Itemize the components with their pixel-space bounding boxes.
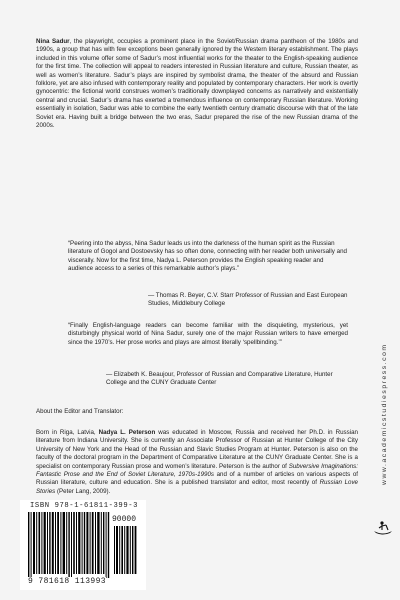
blurb-quote-1: “Peering into the abyss, Nina Sadur leads us into the darkness of the human spirit as the Russian literature of Gogol and Dostoevsky has so often done, connecting with her reader both universally and viscerally. Now for the first time, Nadya L. Peterson provides the English speaking reader and audience access to a series of this remarkable author’s plays.”: [68, 240, 347, 273]
blurb-attribution-1: — Thomas R. Beyer, C.V. Starr Professor of Russian and East European Studies, Middlebury College: [148, 292, 348, 308]
bio-part-1: Born in Riga, Latvia,: [36, 429, 99, 436]
bio-part-3: and of a number of articles on various aspects of Russian literature, culture and education. She is a published translator and editor, most recently of: [36, 471, 359, 487]
bio-book-title-2: Russian Love Stories: [36, 479, 358, 495]
intro-text: , the playwright, occupies a prominent place in the Soviet/Russian drama pantheon of the 1980s and 1990s, a group that has with few exceptions been generally ignored by the Western literary establishment. The plays included in this volume offer some of Sadur’s most influential works for the theater to the English-speaking audience for the first time. The collection will appeal to readers interested in Russian literature and culture, Russian theater, as well as women’s literature. Sadur’s plays are inspired by symbolist drama, the theater of the absurd and Russian folklore, yet are also infused with contemporary reality and populated by contemporary characters. Her work is overtly gynocentric: the fictional world construes women’s traditionally downplayed concerns as narratively and existentially central and crucial. Sadur’s drama has exerted a tremendous influence on contemporary Russian literature. Working essentially in isolation, Sadur was able to combine the early twentieth century dramatic discourse with that of the late Soviet era. Having built a bridge between the two eras, Sadur prepared the rise of the new Russian drama of the 2000s.: [36, 38, 358, 130]
isbn-label: ISBN 978-1-61811-399-3: [30, 502, 139, 510]
bio-part-4: (Peter Lang, 2009).: [55, 487, 111, 495]
author-name: Nina Sadur: [36, 38, 70, 45]
publisher-url: www.academicstudiespress.com: [381, 343, 388, 485]
bio-book-title-1: Subversive Imaginations: Fantastic Prose and the End of Soviet Literature, 1970s-1990s: [36, 462, 358, 479]
blurb-quote-2: “Finally English-language readers can become familiar with the disquieting, mysterious, yet disturbingly physical world of Nina Sadur, surely one of the major Russian writers to have emerged since the 1970’s. Her prose works and plays are almost literally ‘spellbinding.’”: [68, 322, 348, 346]
bio-part-2: was educated in Moscow, Russia and received her Ph.D. in Russian literature from Indiana University. She is currently an Associate Professor of Russian at Hunter College of the City University of New York and the Head of the Russian and Slavic Studies Program at Hunter. Peterson is also on the faculty of the doctoral program in the Department of Comparative Literature at the CUNY Graduate Center. She is a specialist on contemporary Russian prose and women’s literature. Peterson is the author of: [36, 429, 358, 470]
editor-name: Nadya L. Peterson: [98, 429, 156, 436]
barcode-area: [20, 500, 146, 590]
blurb-attribution-2: — Elizabeth K. Beaujour, Professor of Russian and Comparative Literature, Hunter College and the CUNY Graduate Center: [106, 371, 333, 387]
editor-bio: [36, 429, 358, 496]
intro-paragraph: [36, 38, 358, 130]
about-heading: About the Editor and Translator:: [36, 408, 124, 415]
boat-with-figure-icon: [372, 519, 394, 537]
barcode-digits: 9 781618 113993: [28, 577, 107, 586]
price-code: 90000: [112, 515, 137, 524]
